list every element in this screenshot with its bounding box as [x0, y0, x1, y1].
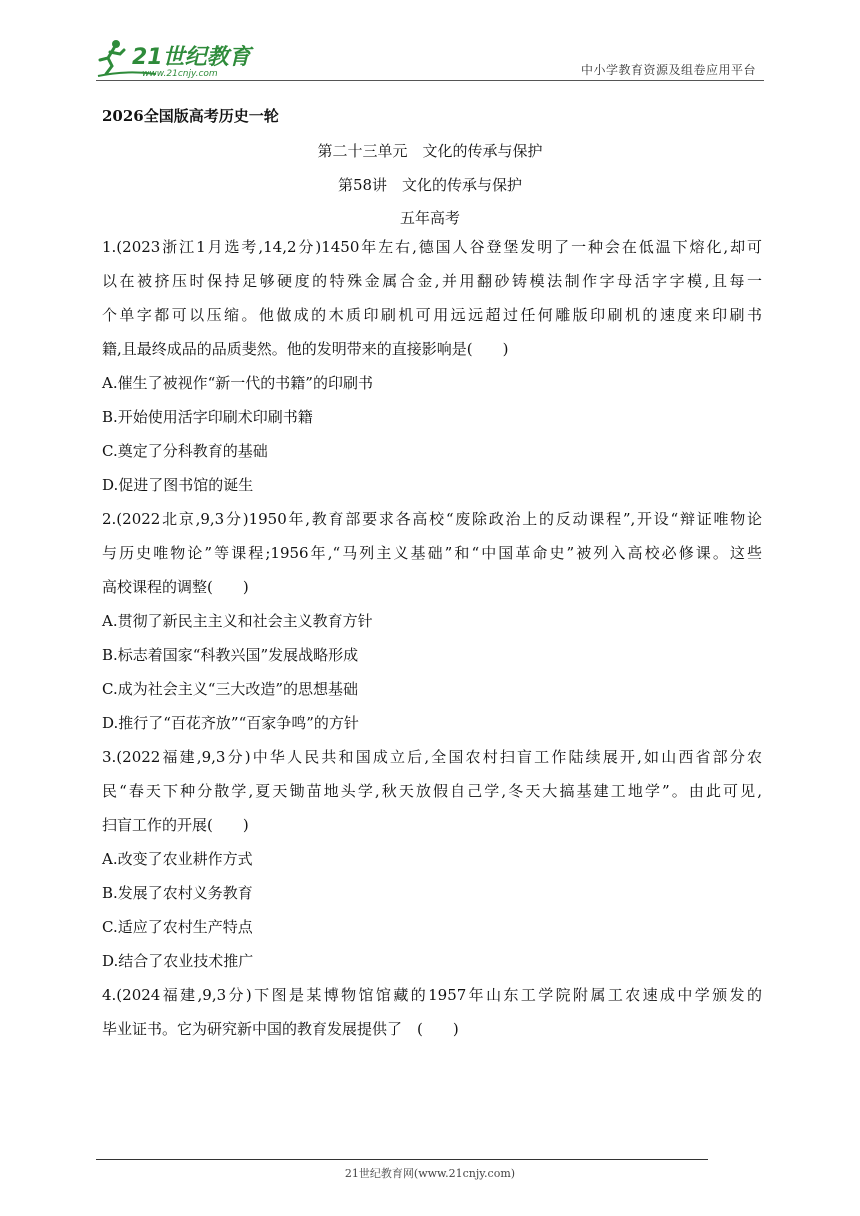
option-b: B.标志着国家“科教兴国”发展战略形成: [102, 646, 359, 664]
option-d: D.促进了图书馆的诞生: [102, 476, 254, 494]
logo-text: 21世纪教育: [132, 45, 251, 70]
question-stem-line: 扫盲工作的开展( ): [102, 816, 249, 834]
question-3: [102, 740, 762, 978]
question-stem-line: 毕业证书。它为研究新中国的教育发展提供了 ( ): [102, 1020, 459, 1038]
question-2: [102, 502, 762, 740]
series-title: 2026全国版高考历史一轮: [102, 107, 279, 125]
unit-title: 第二十三单元 文化的传承与保护: [317, 142, 543, 160]
site-logo: [96, 36, 266, 80]
option-c: C.奠定了分科教育的基础: [102, 442, 268, 460]
option-c: C.成为社会主义“三大改造”的思想基础: [102, 680, 359, 698]
question-stem-line: 籍,且最终成品的品质斐然。他的发明带来的直接影响是( ): [102, 340, 509, 358]
platform-caption: 中小学教育资源及组卷应用平台: [580, 63, 756, 77]
question-stem-line: 以在被挤压时保持足够硬度的特殊金属合金,并用翻砂铸模法制作字母活字字模,且每一: [102, 272, 762, 290]
option-d: D.结合了农业技术推广: [102, 952, 254, 970]
question-stem-line: 民“春天下种分散学,夏天锄苗地头学,秋天放假自己学,冬天大搞基建工地学”。由此可见,: [102, 782, 762, 800]
option-d: D.推行了“百花齐放”“百家争鸣”的方针: [102, 714, 359, 732]
header-divider: [96, 80, 764, 81]
question-stem-line: 2.(2022北京,9,3分)1950年,教育部要求各高校“废除政治上的反动课程”,开设“辩证唯物论: [102, 510, 762, 528]
lecture-title: 第58讲 文化的传承与保护: [337, 176, 523, 194]
question-stem-line: 与历史唯物论”等课程;1956年,“马列主义基础”和“中国革命史”被列入高校必修课。这些: [102, 544, 762, 562]
option-c: C.适应了农村生产特点: [102, 918, 253, 936]
footer-source: 21世纪教育网(www.21cnjy.com): [344, 1167, 516, 1180]
option-a: A.催生了被视作“新一代的书籍”的印刷书: [102, 374, 373, 392]
question-stem-line: 高校课程的调整( ): [102, 578, 249, 596]
option-b: B.发展了农村义务教育: [102, 884, 253, 902]
question-list: [102, 230, 762, 1046]
question-stem-line: 个单字都可以压缩。他做成的木质印刷机可用远远超过任何雕版印刷机的速度来印刷书: [102, 306, 762, 324]
question-stem-line: 1.(2023浙江1月选考,14,2分)1450年左右,德国人谷登堡发明了一种会在低温下熔化,却可: [102, 238, 762, 256]
logo-url: www.21cnjy.com: [142, 69, 218, 79]
question-stem-line: 3.(2022福建,9,3分)中华人民共和国成立后,全国农村扫盲工作陆续展开,如山西省部分农: [102, 748, 762, 766]
option-b: B.开始使用活字印刷术印刷书籍: [102, 408, 313, 426]
footer-divider: [96, 1159, 708, 1160]
question-1: [102, 230, 762, 502]
question-stem-line: 4.(2024福建,9,3分)下图是某博物馆馆藏的1957年山东工学院附属工农速成中学颁发的: [102, 986, 762, 1004]
question-4: [102, 978, 762, 1046]
section-title: 五年高考: [399, 209, 460, 227]
option-a: A.贯彻了新民主主义和社会主义教育方针: [102, 612, 373, 630]
option-a: A.改变了农业耕作方式: [102, 850, 253, 868]
